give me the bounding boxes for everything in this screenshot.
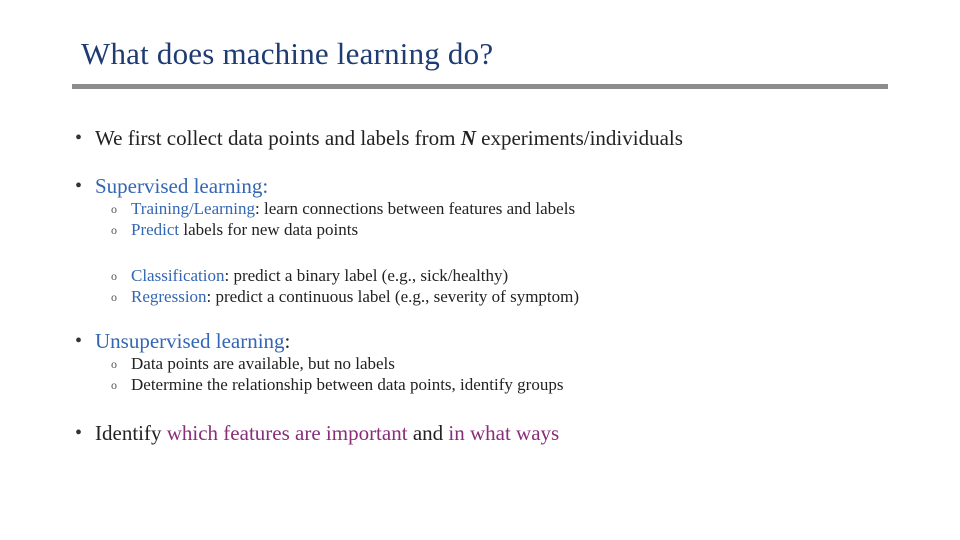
sub-bullet-predict [75,219,915,240]
sub-bullet-circle-icon: o [111,269,117,283]
sub-bullet-text: Determine the relationship between data points, identify groups [131,375,564,394]
sub-bullet-identify-groups [75,374,915,395]
bullet-unsupervised-learning [75,329,915,353]
sub-bullet-circle-icon: o [111,378,117,392]
sub-bullet-circle-icon: o [111,290,117,304]
bullet-dot-icon: • [75,175,83,197]
bullet-dot-icon: • [75,422,83,444]
sub-bullet-text: : predict a binary label (e.g., sick/healthy) [224,266,509,285]
bullet-text: Identify [95,421,167,445]
slide-body [75,126,915,445]
bullet-identify-features [75,421,915,445]
sub-bullet-training [75,198,915,219]
sub-bullet-text: labels for new data points [179,220,359,239]
sub-bullet-circle-icon: o [111,202,117,216]
heading-colon: : [284,329,291,353]
term-predict: Predict [131,220,180,239]
highlight-important-features: which features are important [166,421,408,445]
sub-bullet-text: : predict a continuous label (e.g., severity of symptom) [206,287,580,306]
sub-bullet-text: : learn connections between features and labels [255,199,576,218]
term-regression: Regression [131,287,207,306]
sub-bullet-text: Data points are available, but no labels [131,354,395,373]
unsupervised-learning-heading: Unsupervised learning [95,329,285,353]
sub-bullet-circle-icon: o [111,223,117,237]
bullet-text: and [407,421,449,445]
sub-bullet-regression [75,286,915,307]
sub-bullet-classification [75,265,915,286]
bullet-supervised-learning [75,174,915,198]
sub-bullet-no-labels [75,353,915,374]
supervised-learning-heading: Supervised learning: [95,174,269,198]
bullet-dot-icon: • [75,330,83,352]
bullet-text: We first collect data points and labels from [95,126,461,150]
term-classification: Classification [131,266,225,285]
sub-bullet-circle-icon: o [111,357,117,371]
slide-title: What does machine learning do? [81,36,494,71]
bullet-dot-icon: • [75,127,83,149]
bullet-collect-data [75,126,915,150]
highlight-in-what-ways: in what ways [448,421,560,445]
term-training: Training/Learning [131,199,256,218]
title-divider [72,84,888,89]
bullet-text: experiments/individuals [475,126,683,150]
variable-n: N [460,126,476,150]
